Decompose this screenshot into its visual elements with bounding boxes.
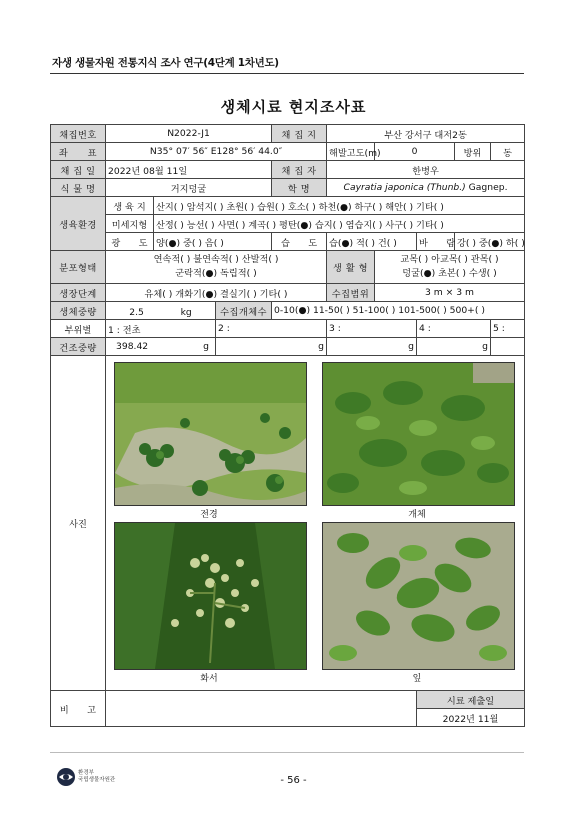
life-form-label: 생 활 형	[327, 251, 375, 284]
life-form-value	[375, 251, 525, 284]
microtopography-label: 미세지형	[106, 215, 154, 233]
specimen-count-value: 0-10(●) 11-50( ) 51-100( ) 101-500( ) 500+( )	[272, 302, 525, 320]
dry-weight-3: g	[327, 338, 417, 356]
row-date	[51, 161, 525, 179]
row-dry-weight	[51, 338, 525, 356]
submit-date-label: 시료 제출일	[417, 691, 525, 709]
caption-inflorescence: 화서	[200, 674, 218, 684]
organization-name: 환경부 국립생물자원관	[78, 770, 116, 783]
habitat-value: 산지( ) 암석지( ) 초원( ) 습원( ) 호소( ) 하천(●) 하구( ) 해안( ) 기타( )	[154, 197, 525, 215]
part-4: 4 :	[417, 320, 491, 338]
leaf-image	[323, 523, 514, 669]
scientific-name-author: Gagnep.	[465, 182, 508, 193]
row-distribution	[51, 251, 525, 284]
dry-weight-1: 398.42 g	[106, 338, 216, 356]
caption-leaf: 잎	[412, 674, 422, 684]
microtopography-value: 산정( ) 능선( ) 사면( ) 계곡( ) 평탄(●) 습지( ) 염습지( ) 사구( ) 기타( )	[154, 215, 525, 233]
collector-label: 채 집 자	[272, 161, 327, 179]
specimen-count-label: 수집개체수	[216, 302, 272, 320]
scientific-name-label: 학 명	[272, 179, 327, 197]
light-label: 광 도	[106, 233, 154, 251]
life-form-line-1: 교목( ) 아교목( ) 관목( )	[400, 254, 499, 265]
photo-inflorescence	[114, 522, 307, 670]
dry-weight-4: g	[417, 338, 491, 356]
collector-value: 한병우	[327, 161, 525, 179]
row-note-header	[51, 691, 525, 709]
environment-label: 생육환경	[51, 197, 106, 251]
note-value	[106, 691, 417, 727]
row-light-moisture-wind	[51, 233, 525, 251]
dry-weight-label: 건조중량	[51, 338, 106, 356]
direction-label: 방위	[455, 143, 491, 161]
scientific-name-italic: Cayratia japonica (Thunb.)	[343, 182, 466, 193]
plant-name-label: 식 물 명	[51, 179, 106, 197]
moisture-label: 습 도	[272, 233, 327, 251]
collection-place-value: 부산 강서구 대저2동	[327, 125, 525, 143]
wind-value: 강( ) 중(●) 하( )	[455, 233, 525, 251]
dry-weight-5	[491, 338, 525, 356]
growth-stage-value: 유체( ) 개화기(●) 결실기( ) 기타( )	[106, 284, 327, 302]
header-divider	[50, 73, 524, 74]
part-3: 3 :	[327, 320, 417, 338]
document-title: 생체시료 현지조사표	[220, 98, 367, 116]
dry-weight-2: g	[216, 338, 327, 356]
fresh-weight-value: 2.5 kg	[106, 302, 216, 320]
row-weight	[51, 302, 525, 320]
coordinates-label: 좌 표	[51, 143, 106, 161]
photos-cell	[106, 356, 525, 691]
wind-label: 바 람	[417, 233, 455, 251]
row-microtopography	[51, 215, 525, 233]
part-1: 1 : 전초	[106, 320, 216, 338]
collection-place-label: 채 집 지	[272, 125, 327, 143]
altitude-label: 해발고도(m)	[327, 143, 375, 161]
light-value: 양(●) 중( ) 음( )	[154, 233, 272, 251]
collection-id-value: N2022-J1	[106, 125, 272, 143]
individual-image	[323, 363, 514, 505]
footer-divider	[50, 752, 524, 753]
moisture-value: 습(●) 적( ) 건( )	[327, 233, 417, 251]
row-growth-stage	[51, 284, 525, 302]
row-photos	[51, 356, 525, 691]
habitat-label: 생 육 지	[106, 197, 154, 215]
distribution-line-1: 연속적( ) 불연속적( ) 산발적( )	[153, 254, 279, 265]
overview-image	[115, 363, 306, 505]
distribution-label: 분포형태	[51, 251, 106, 284]
fresh-weight-label: 생체중량	[51, 302, 106, 320]
caption-individual: 개체	[408, 510, 426, 520]
report-header-title: 자생 생물자원 전통지식 조사 연구(4단계 1차년도)	[52, 57, 279, 69]
parts-label: 부위별	[51, 320, 106, 338]
collection-id-label: 채집번호	[51, 125, 106, 143]
photos-label: 사진	[51, 356, 106, 691]
distribution-line-2: 군락적(●) 독립적( )	[175, 268, 257, 279]
coordinates-value: N35° 07′ 56″ E128° 56′ 44.0″	[106, 143, 327, 161]
collection-range-label: 수집범위	[327, 284, 375, 302]
direction-value: 동	[491, 143, 525, 161]
life-form-line-2: 덩굴(●) 초본( ) 수생( )	[402, 268, 497, 279]
row-plant-name	[51, 179, 525, 197]
row-habitat	[51, 197, 525, 215]
collection-range-value: 3 m × 3 m	[375, 284, 525, 302]
photo-individual	[322, 362, 515, 506]
page-number: - 56 -	[280, 775, 307, 786]
photo-overview	[114, 362, 307, 506]
growth-stage-label: 생장단계	[51, 284, 106, 302]
altitude-value: 0	[375, 143, 455, 161]
submit-date-value: 2022년 11월	[417, 709, 525, 727]
photo-grid	[106, 356, 524, 690]
part-2: 2 :	[216, 320, 327, 338]
field-survey-table	[50, 124, 525, 727]
caption-overview: 전경	[200, 510, 218, 520]
photo-leaf	[322, 522, 515, 670]
scientific-name-value	[327, 179, 525, 197]
inflorescence-image	[115, 523, 306, 669]
collection-date-label: 채 집 일	[51, 161, 106, 179]
note-label: 비 고	[51, 691, 106, 727]
collection-date-value: 2022년 08월 11일	[106, 161, 272, 179]
plant-name-value: 거지덩굴	[106, 179, 272, 197]
row-collection-id	[51, 125, 525, 143]
row-coordinates	[51, 143, 525, 161]
part-5: 5 :	[491, 320, 525, 338]
distribution-value	[106, 251, 327, 284]
row-parts	[51, 320, 525, 338]
